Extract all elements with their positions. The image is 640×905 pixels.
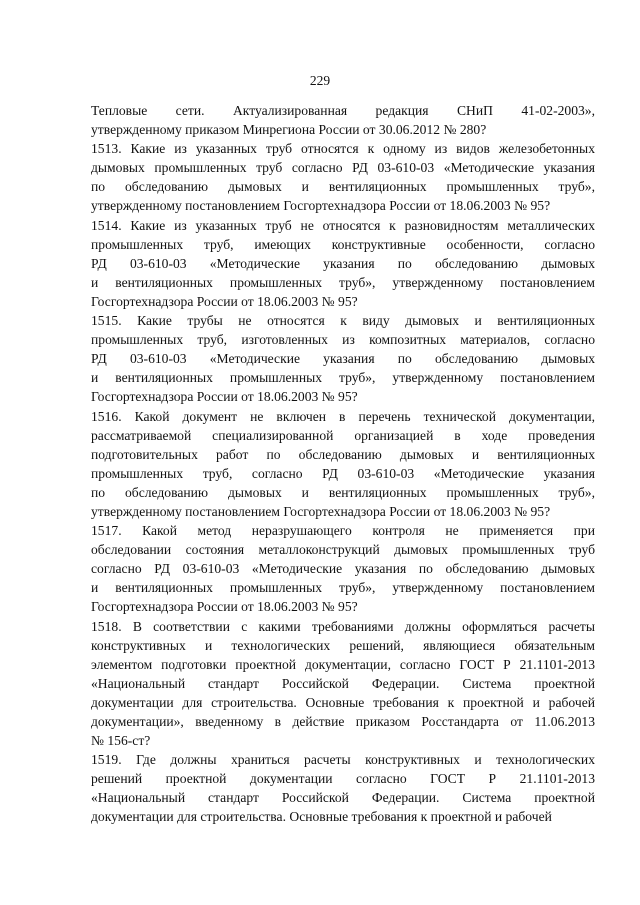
text-line: Тепловые сети. Актуализированная редакция СНиП 41-02-2003», [91, 103, 595, 118]
paragraph-q-1517 [91, 521, 595, 616]
text-line: дымовых промышленных труб согласно РД 03-610-03 «Методические указания [91, 160, 595, 176]
text-line: элементом подготовки проектной документации, согласно ГОСТ Р 21.1101-2013 [91, 656, 595, 672]
text-line: по обследованию дымовых и вентиляционных промышленных труб», [91, 484, 595, 500]
paragraph-p-cont [91, 101, 595, 139]
paragraph-q-1514 [91, 216, 595, 311]
text-line: 1518. В соответствии с какими требованиями должны оформляться расчеты [91, 618, 595, 634]
text-line: утвержденному постановлением Госгортехнадзора России от 18.06.2003 № 95? [91, 198, 551, 214]
text-line: документации», введенному в действие приказом Росстандарта от 11.06.2013 [91, 714, 595, 729]
text-line: конструктивных и технологических решений, являющиеся обязательным [91, 637, 595, 653]
paragraph-q-1519 [91, 750, 595, 826]
text-line: утвержденному приказом Минрегиона России от 30.06.2012 № 280? [91, 122, 487, 138]
text-line: Госгортехнадзора России от 18.06.2003 № 95? [91, 389, 358, 405]
paragraph-q-1515 [91, 311, 595, 406]
document-body [91, 101, 595, 827]
text-line: документации для строительства. Основные требования к проектной и рабочей [91, 809, 552, 825]
text-line: 1517. Какой метод неразрушающего контроля не применяется при [91, 523, 595, 539]
text-line: 1514. Какие из указанных труб не относятся к разновидностям металлических [91, 217, 595, 233]
text-line: по обследованию дымовых и вентиляционных промышленных труб», [91, 179, 595, 195]
text-line: решений проектной документации согласно ГОСТ Р 21.1101-2013 [91, 771, 595, 787]
text-line: «Национальный стандарт Российской Федерации. Система проектной [91, 675, 595, 691]
paragraph-q-1513 [91, 139, 595, 215]
text-line: подготовительных работ по обследованию дымовых и вентиляционных [91, 446, 595, 462]
text-line: рассматриваемой специализированной организацией в ходе проведения [91, 427, 595, 443]
text-line: РД 03-610-03 «Методические указания по обследованию дымовых [91, 351, 595, 367]
text-line: и вентиляционных промышленных труб», утвержденному постановлением [91, 370, 595, 386]
text-line: и вентиляционных промышленных труб», утвержденному постановлением [91, 580, 595, 596]
text-line: РД 03-610-03 «Методические указания по обследованию дымовых [91, 255, 595, 271]
text-line: и вентиляционных промышленных труб», утвержденному постановлением [91, 274, 595, 290]
text-line: 1519. Где должны храниться расчеты конструктивных и технологических [91, 752, 595, 768]
text-line: обследовании состояния металлоконструкций дымовых промышленных труб [91, 542, 595, 558]
text-line: промышленных труб, имеющих конструктивные особенности, согласно [91, 236, 595, 252]
text-line: согласно РД 03-610-03 «Методические указания по обследованию дымовых [91, 561, 595, 577]
text-line: документации для строительства. Основные требования к проектной и рабочей [91, 694, 595, 710]
text-line: «Национальный стандарт Российской Федерации. Система проектной [91, 790, 595, 806]
page-number: 229 [309, 73, 331, 88]
text-line: промышленных труб, изготовленных из композитных материалов, согласно [91, 332, 595, 348]
text-line: 1513. Какие из указанных труб относятся к одному из видов железобетонных [91, 141, 595, 157]
paragraph-q-1518 [91, 617, 595, 751]
text-line: 1515. Какие трубы не относятся к виду дымовых и вентиляционных [91, 313, 595, 329]
paragraph-q-1516 [91, 407, 595, 522]
text-line: Госгортехнадзора России от 18.06.2003 № 95? [91, 599, 358, 615]
text-line: № 156-ст? [91, 733, 151, 749]
text-line: Госгортехнадзора России от 18.06.2003 № 95? [91, 293, 358, 309]
text-line: утвержденному постановлением Госгортехнадзора России от 18.06.2003 № 95? [91, 503, 551, 519]
text-line: 1516. Какой документ не включен в перечень технической документации, [91, 408, 595, 424]
text-line: промышленных труб, согласно РД 03-610-03 «Методические указания [91, 465, 595, 481]
